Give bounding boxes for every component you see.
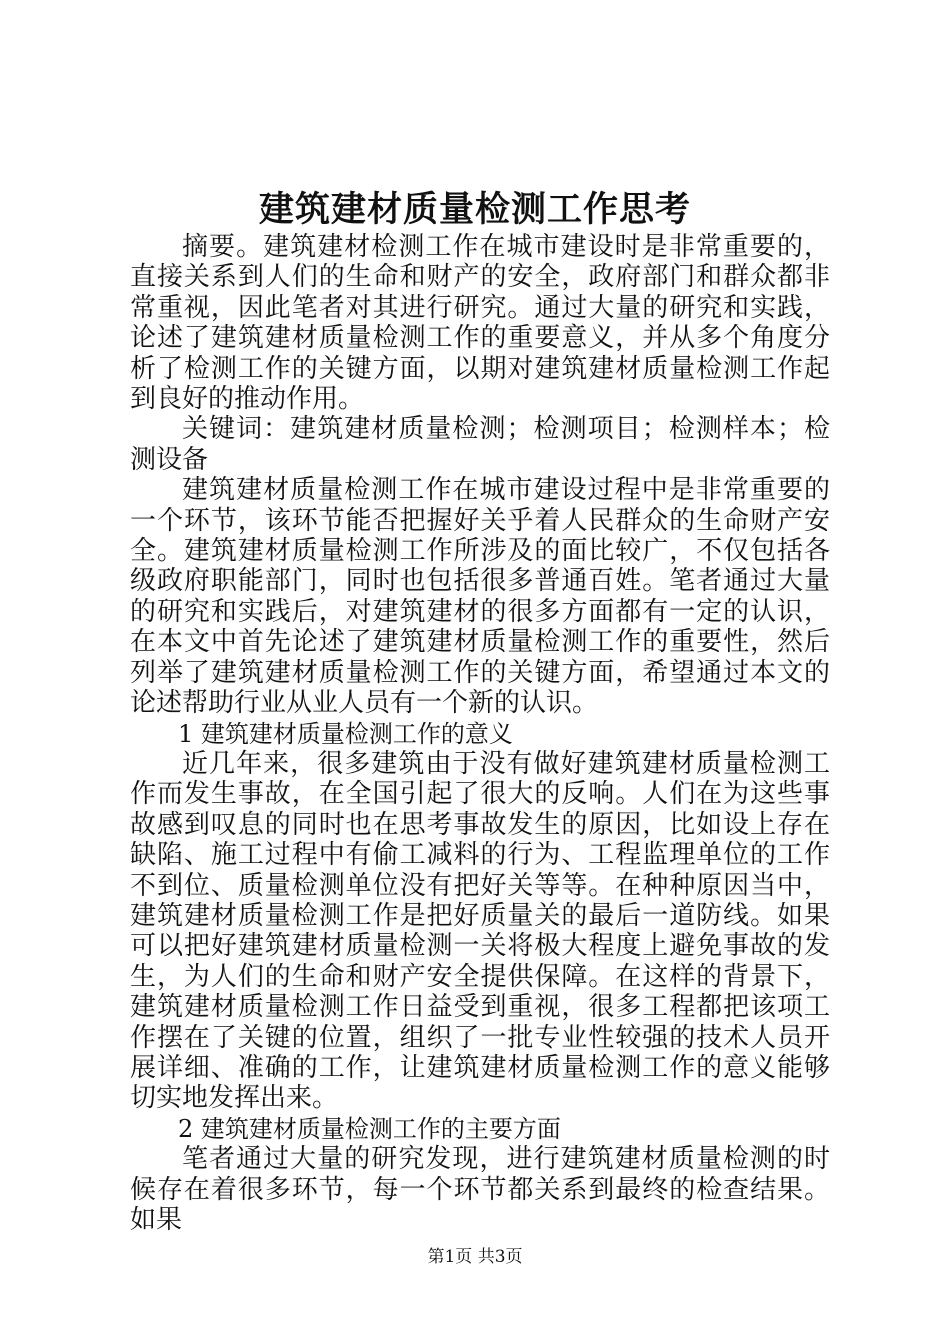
document-title: 建筑建材质量检测工作思考 <box>258 189 691 230</box>
intro-paragraph: 建筑建材质量检测工作在城市建设过程中是非常重要的一个环节，该环节能否把握好关乎着人民群众的生命财产安全。建筑建材质量检测工作所涉及的面比较广，不仅包括各级政府职能部门，同时也包括很多普通百姓。笔者通过大量的研究和实践后，对建筑建材的很多方面都有一定的认识，在本文中首先论述了建筑建材质量检测工作的重要性，然后列举了建筑建材质量检测工作的关键方面，希望通过本文的论述帮助行业从业人员有一个新的认识。 <box>130 475 830 719</box>
page-footer: 第1页 共3页 <box>427 1247 523 1267</box>
section-1-paragraph: 近几年来，很多建筑由于没有做好建筑建材质量检测工作而发生事故，在全国引起了很大的反响。人们在为这些事故感到叹息的同时也在思考事故发生的原因，比如设上存在缺陷、施工过程中有偷工减料的行为、工程监理单位的工作不到位、质量检测单位没有把好关等等。在种种原因当中，建筑建材质量检测工作是把好质量关的最后一道防线。如果可以把好建筑建材质量检测一关将极大程度上避免事故的发生，为人们的生命和财产安全提供保障。在这样的背景下，建筑建材质量检测工作日益受到重视，很多工程都把该项工作摆在了关键的位置，组织了一批专业性较强的技术人员开展详细、准确的工作，让建筑建材质量检测工作的意义能够切实地发挥出来。 <box>130 748 830 1114</box>
section-1-heading: 1 建筑建材质量检测工作的意义 <box>178 719 513 748</box>
document-body <box>130 232 830 1235</box>
section-2-paragraph: 笔者通过大量的研究发现，进行建筑建材质量检测的时候存在着很多环节，每一个环节都关系到最终的检查结果。如果 <box>130 1144 830 1235</box>
section-2-heading: 2 建筑建材质量检测工作的主要方面 <box>178 1114 561 1143</box>
abstract-paragraph: 摘要。建筑建材检测工作在城市建设时是非常重要的，直接关系到人们的生命和财产的安全，政府部门和群众都非常重视，因此笔者对其进行研究。通过大量的研究和实践，论述了建筑建材质量检测工作的重要意义，并从多个角度分析了检测工作的关键方面，以期对建筑建材质量检测工作起到良好的推动作用。 <box>130 232 830 415</box>
keywords-paragraph: 关键词：建筑建材质量检测；检测项目；检测样本；检测设备 <box>130 414 830 475</box>
